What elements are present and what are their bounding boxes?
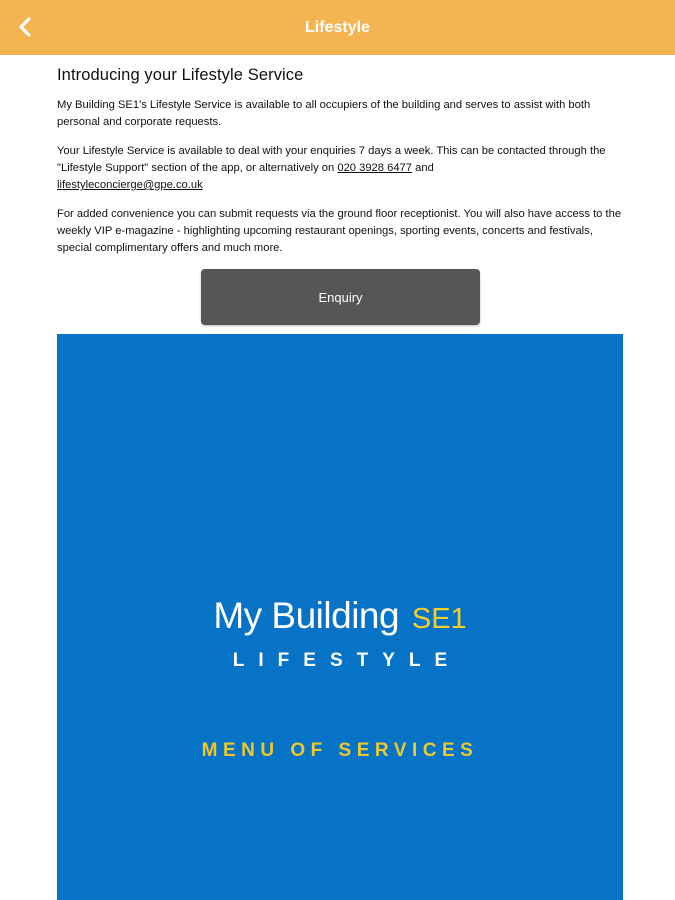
lifestyle-banner <box>57 334 623 900</box>
contact-and-text: and <box>412 162 434 174</box>
section-heading: Introducing your Lifestyle Service <box>57 66 304 84</box>
contact-text: Your Lifestyle Service is available to deal with your enquiries 7 days a week. This can be contacted through the "Lifestyle Support" section of the app, or alternatively on <box>57 145 606 174</box>
header-bar <box>0 0 675 55</box>
page-title: Lifestyle <box>305 18 370 36</box>
menu-services-tagline: MENU OF SERVICES <box>201 740 479 761</box>
intro-paragraph: My Building SE1's Lifestyle Service is available to all occupiers of the building and serves to assist with both personal and corporate requests. <box>57 99 591 128</box>
contact-paragraph <box>57 143 627 194</box>
intro-section <box>57 66 627 269</box>
brand-main: My Building <box>213 595 400 636</box>
convenience-paragraph: For added convenience you can submit requests via the ground floor receptionist. You will also have access to the weekly VIP e-magazine - highlighting upcoming restaurant openings, sporting events, concerts and festivals, special complimentary offers and much more. <box>57 208 622 254</box>
enquiry-button[interactable]: Enquiry <box>201 269 480 325</box>
brand-subtitle: LIFESTYLE <box>232 650 462 671</box>
back-button[interactable] <box>10 12 40 42</box>
brand-logo <box>57 594 623 641</box>
brand-accent: SE1 <box>411 603 467 635</box>
email-link[interactable]: lifestyleconcierge@gpe.co.uk <box>57 179 203 191</box>
chevron-left-icon <box>17 16 33 38</box>
phone-link[interactable]: 020 3928 6477 <box>337 162 413 174</box>
